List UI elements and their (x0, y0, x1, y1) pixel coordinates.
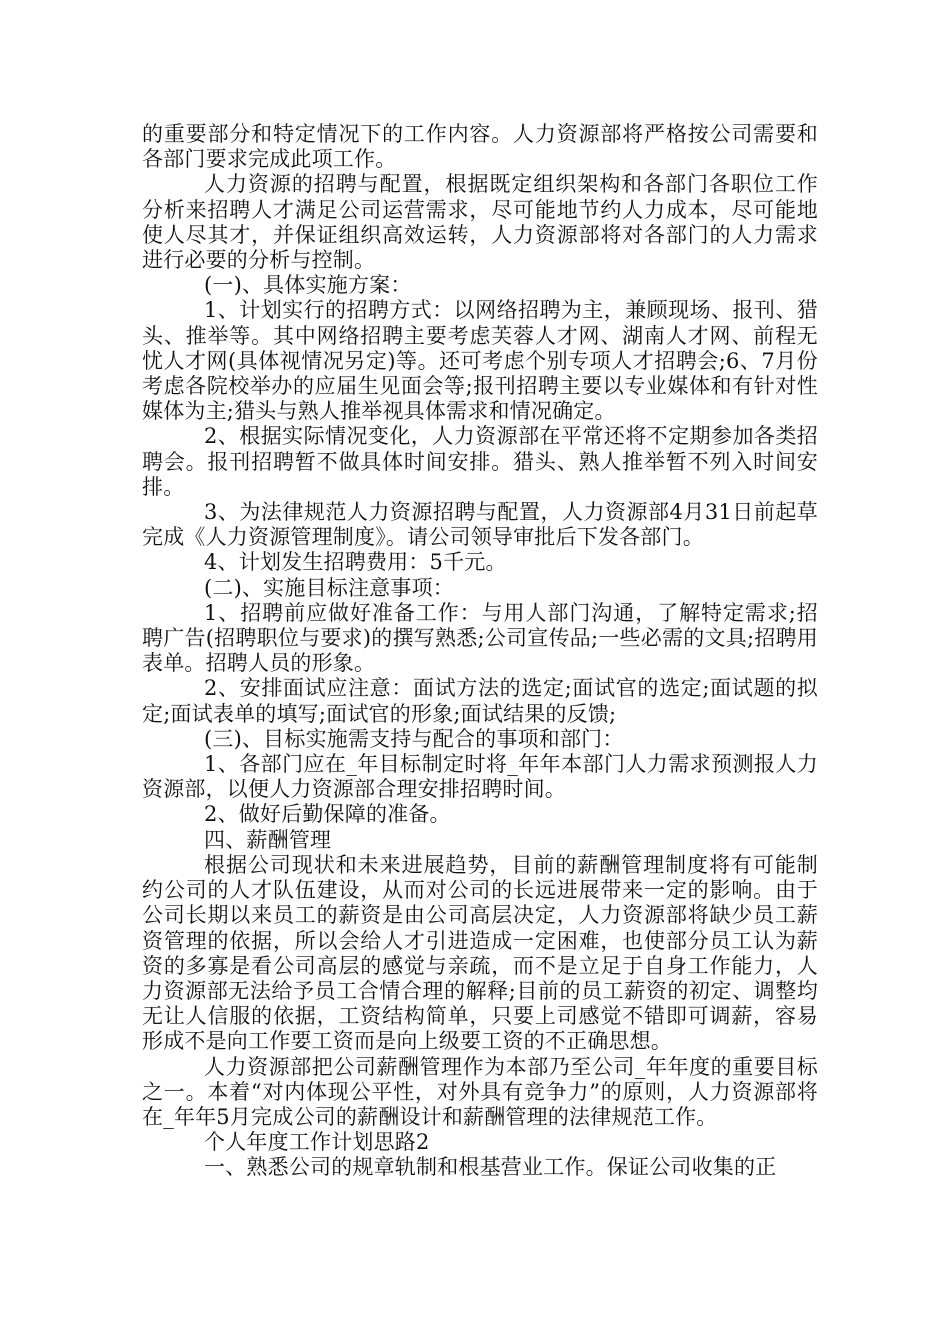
paragraph-plan-2-item-1: 一、熟悉公司的规章轨制和根基营业工作。保证公司收集的正 (204, 1155, 777, 1180)
paragraph-job-fairs: 2、根据实际情况变化，人力资源部在平常还将不定期参加各类招聘会。报刊招聘暂不做具体时间安排。猎头、熟人推举暂不列入时间安排。 (142, 424, 818, 499)
section-heading-implementation-plan: (一)、具体实施方案： (204, 273, 412, 298)
paragraph-logistics: 2、做好后勤保障的准备。 (204, 802, 451, 827)
section-heading-support: (三)、目标实施需支持与配合的事项和部门： (204, 726, 624, 751)
paragraph-compensation-goal: 人力资源部把公司薪酬管理作为本部乃至公司_年年度的重要目标之一。本着“对内体现公平性，对外具有竞争力”的原则，人力资源部将在_年年5月完成公司的薪酬设计和薪酬管理的法律规范工作。 (142, 1054, 818, 1129)
document-body (142, 122, 818, 1181)
paragraph-preparation: 1、招聘前应做好准备工作：与用人部门沟通，了解特定需求;招聘广告(招聘职位与要求)的撰写熟悉;公司宣传品;一些必需的文具;招聘用表单。招聘人员的形象。 (142, 600, 818, 676)
paragraph-compensation-status: 根据公司现状和未来进展趋势，目前的薪酬管理制度将有可能制约公司的人才队伍建设，从而对公司的长远进展带来一定的影响。由于公司长期以来员工的薪资是由公司高层决定，人力资源部将缺少员工薪资管理的依据，所以会给人才引进造成一定困难，也使部分员工认为薪资的多寡是看公司高层的感觉与亲疏，而不是立足于自身工作能力，人力资源部无法给予员工合情合理的解释;目前的员工薪资的初定、调整均无让人信服的依据，工资结构简单，只要上司感觉不错即可调薪，容易形成不是向工作要工资而是向上级要工资的不正确思想。 (142, 852, 818, 1054)
paragraph-recruitment-cost: 4、计划发生招聘费用：5千元。 (204, 550, 507, 575)
paragraph-recruitment-intro: 人力资源的招聘与配置，根据既定组织架构和各部门各职位工作分析来招聘人才满足公司运营需求，尽可能地节约人力成本，尽可能地使人尽其才，并保证组织高效运转，人力资源部将对各部门的人力需求进行必要的分析与控制。 (142, 172, 818, 273)
paragraph-continuation: 的重要部分和特定情况下的工作内容。人力资源部将严格按公司需要和各部门要求完成此项工作。 (142, 122, 818, 172)
section-heading-plan-2: 个人年度工作计划思路2 (204, 1130, 430, 1155)
section-heading-notes: (二)、实施目标注意事项： (204, 575, 454, 600)
paragraph-management-system: 3、为法律规范人力资源招聘与配置，人力资源部4月31日前起草完成《人力资源管理制度》。请公司领导审批后下发各部门。 (142, 500, 818, 550)
paragraph-recruitment-methods: 1、计划实行的招聘方式：以网络招聘为主，兼顾现场、报刊、猎头、推举等。其中网络招聘主要考虑芙蓉人才网、湖南人才网、前程无忧人才网(具体视情况另定)等。还可考虑个别专项人才招聘会;6、7月份考虑各院校举办的应届生见面会等;报刊招聘主要以专业媒体和有针对性媒体为主;猎头与熟人推举视具体需求和情况确定。 (142, 298, 818, 424)
paragraph-department-forecast: 1、各部门应在_年目标制定时将_年年本部门人力需求预测报人力资源部，以便人力资源部合理安排招聘时间。 (142, 752, 818, 802)
section-heading-compensation: 四、薪酬管理 (204, 827, 332, 852)
paragraph-interview: 2、安排面试应注意：面试方法的选定;面试官的选定;面试题的拟定;面试表单的填写;面试官的形象;面试结果的反馈; (142, 676, 818, 726)
